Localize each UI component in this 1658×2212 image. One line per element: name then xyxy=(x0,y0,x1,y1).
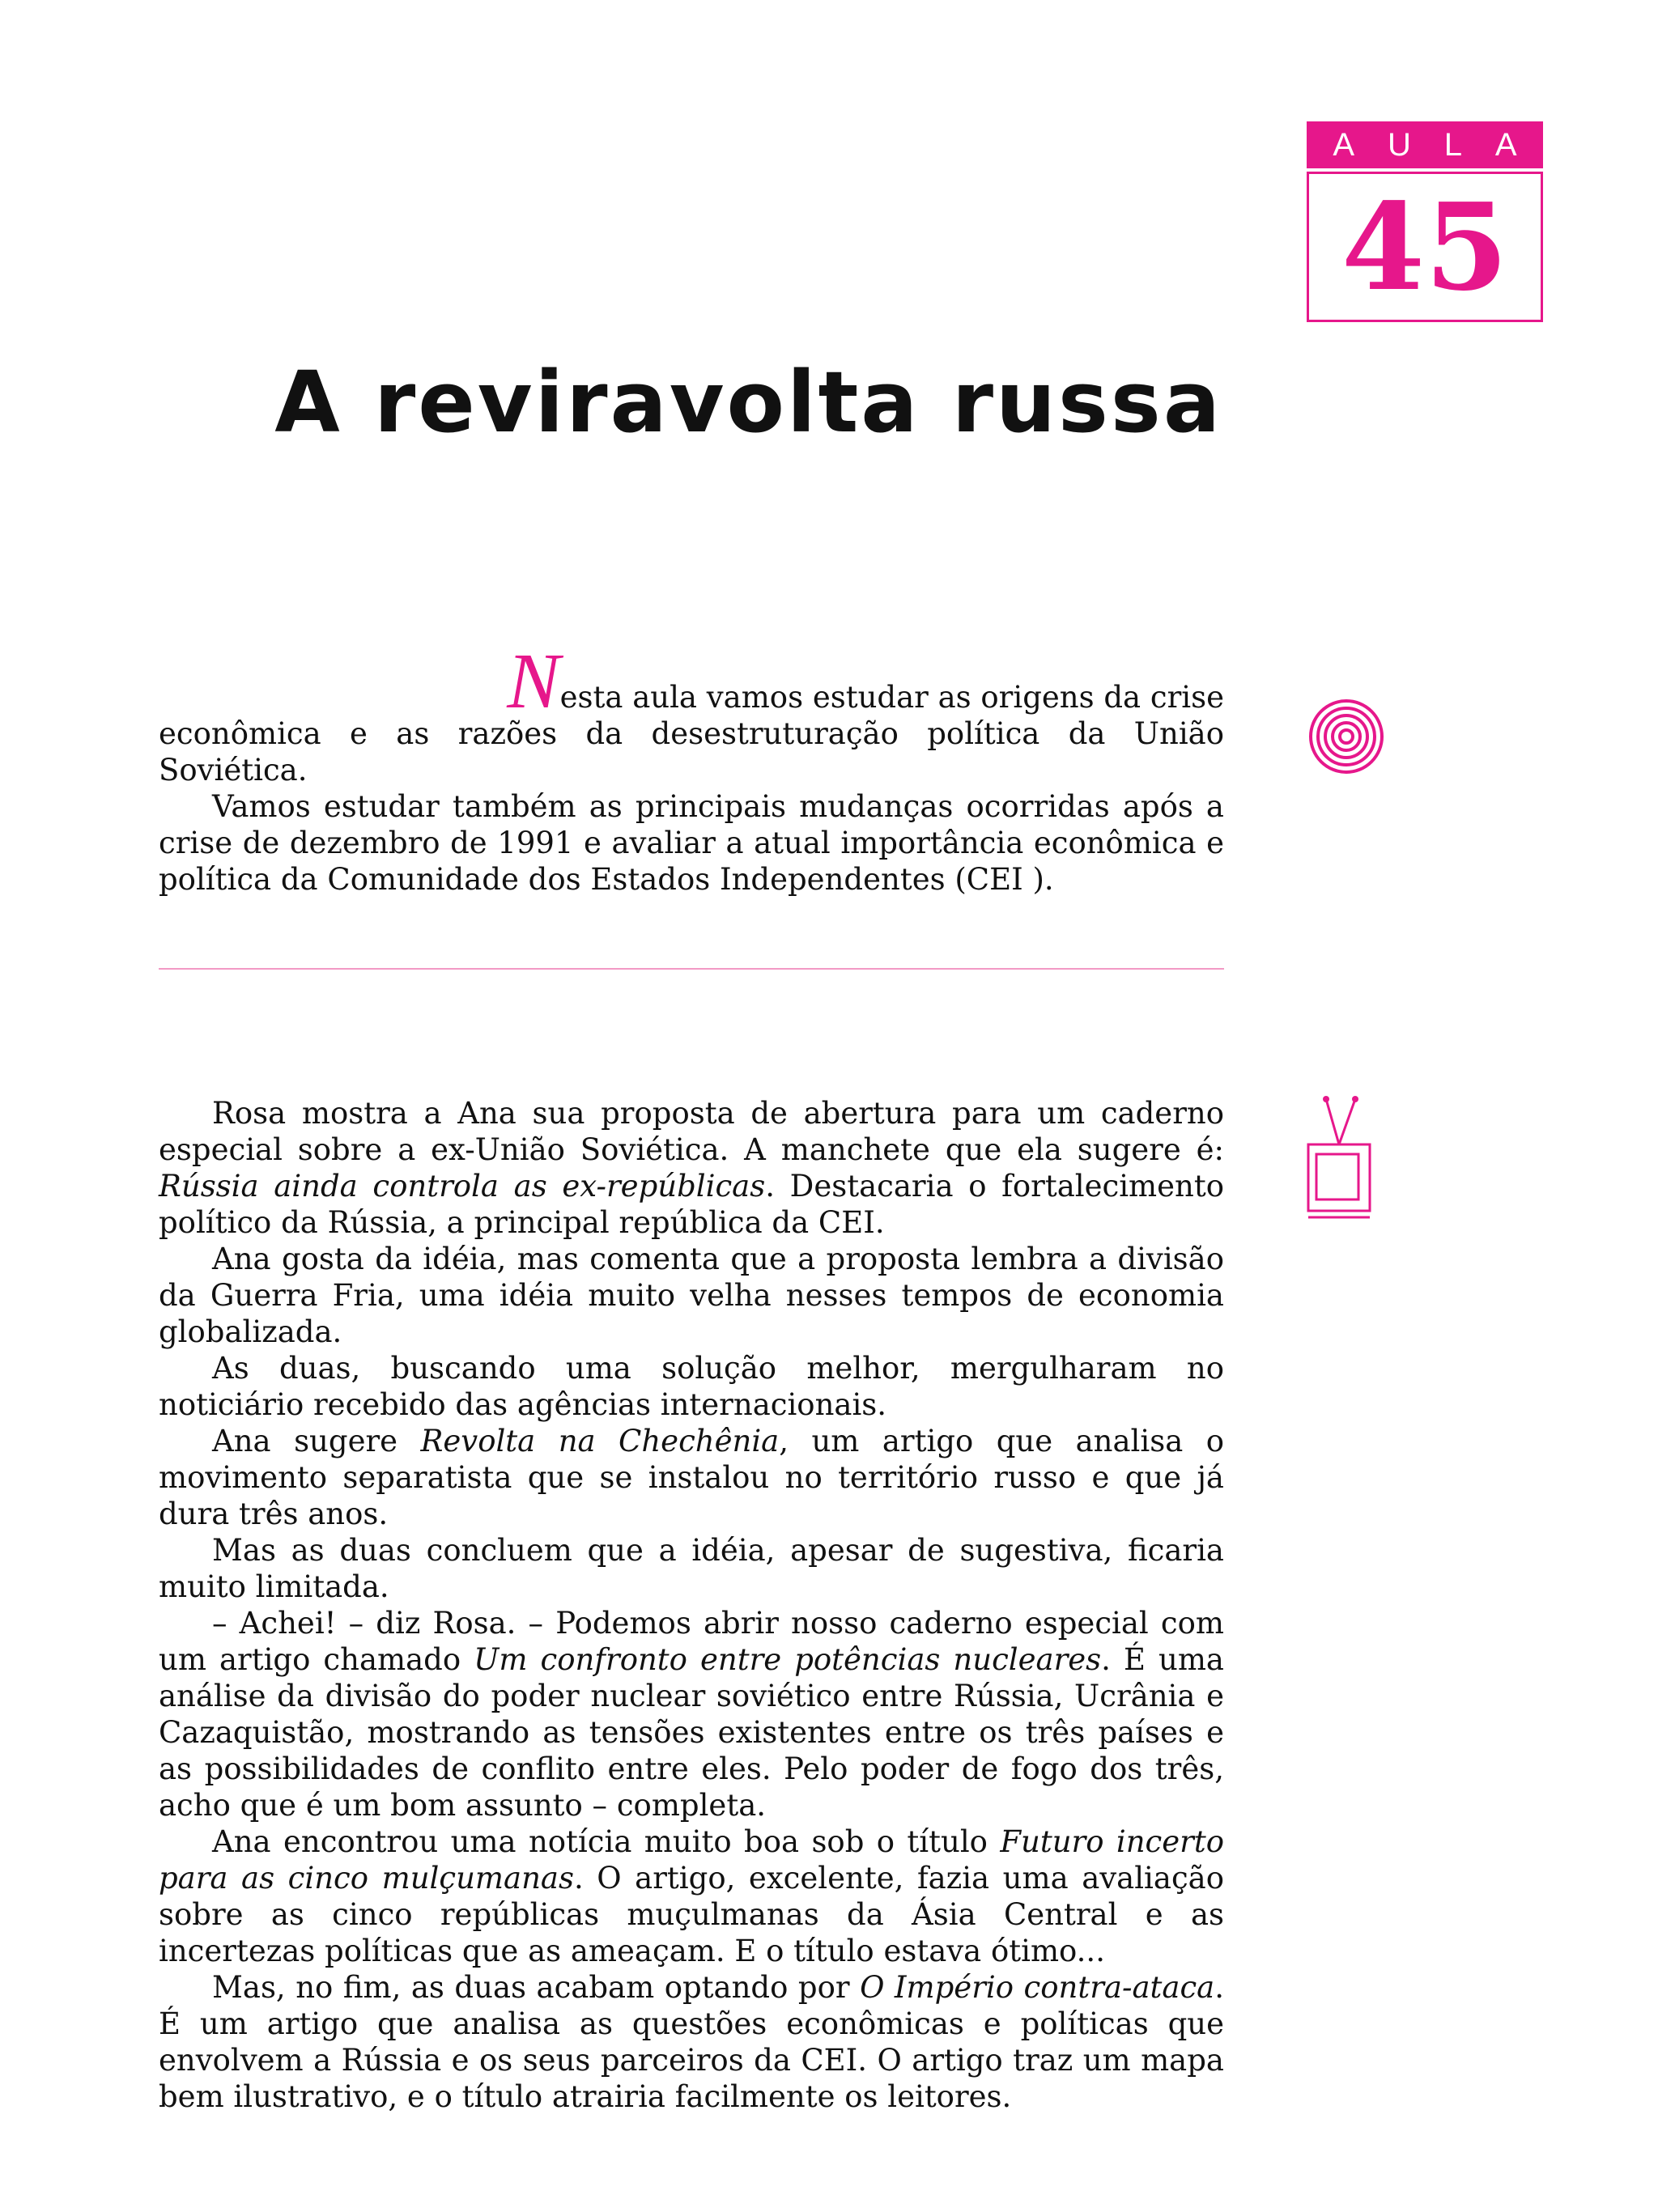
body-paragraph xyxy=(159,1969,1224,2115)
body-paragraph xyxy=(159,1532,1224,1605)
body-paragraph xyxy=(159,1241,1224,1350)
lesson-number: 45 xyxy=(1341,176,1508,317)
target-icon xyxy=(1307,698,1385,775)
body-text xyxy=(159,1095,1224,2115)
lesson-label xyxy=(1307,121,1543,168)
body-text-run: . É uma análise da divisão do poder nuclear soviético entre Rússia, Ucrânia e Cazaquistão, mostrando as tensões existentes entre os três países e as possibilidades de conflito entre eles. Pelo poder de fogo dos três, acho que é um bom assunto – completa. xyxy=(159,1642,1224,1823)
article-title-italic: Rússia ainda controla as ex-repúblicas xyxy=(159,1169,766,1204)
body-text-run: . É um artigo que analisa as questões econômicas e políticas que envolvem a Rússia e os seus parceiros da CEI. O artigo traz um mapa bem ilustrativo, e o título atrairia facilmente os leitores. xyxy=(159,1970,1224,2114)
body-text-run: Ana gosta da idéia, mas comenta que a proposta lembra a divisão da Guerra Fria, uma idéia muito velha nesses tempos de economia globalizada. xyxy=(159,1242,1224,1349)
body-paragraph xyxy=(159,1423,1224,1532)
body-paragraph xyxy=(159,1605,1224,1824)
lesson-number-box xyxy=(1307,172,1543,322)
intro-section xyxy=(159,638,1224,898)
intro-first-line xyxy=(159,638,1224,725)
intro-first-line-text: esta aula vamos estudar as origens da crise xyxy=(559,680,1224,715)
body-text-run: Ana encontrou uma notícia muito boa sob o título xyxy=(212,1824,1001,1859)
lesson-label-letter: A xyxy=(1333,126,1355,163)
body-text-run: Rosa mostra a Ana sua proposta de abertura para um caderno especial sobre a ex-União Soviética. A manchete que ela sugere é: xyxy=(159,1096,1224,1167)
lesson-label-letter: U xyxy=(1387,126,1411,163)
article-title-italic: Revolta na Chechênia xyxy=(420,1424,780,1458)
intro-first-rest: econômica e as razões da desestruturação política da União Soviética. xyxy=(159,716,1224,788)
tv-icon xyxy=(1302,1094,1376,1224)
body-paragraph xyxy=(159,1350,1224,1423)
article-title-italic: O Império contra-ataca xyxy=(860,1970,1215,2005)
body-text-run: . O artigo, excelente, fazia uma avaliação sobre as cinco repúblicas muçulmanas da Ásia Central e as incertezas políticas que as ameaçam. E o título estava ótimo... xyxy=(159,1861,1225,1968)
intro-paragraph xyxy=(159,638,1224,788)
article-title-italic: Futuro incerto para as cinco mulçumanas xyxy=(159,1824,1225,1896)
page-title: A reviravolta russa xyxy=(274,353,1222,452)
body-text-run: Mas, no fim, as duas acabam optando por xyxy=(212,1970,861,2005)
body-text-run: , um artigo que analisa o movimento separatista que se instalou no território russo e que já dura três anos. xyxy=(159,1424,1224,1531)
body-text-run: – Achei! – diz Rosa. – Podemos abrir nosso caderno especial com um artigo chamado xyxy=(159,1606,1224,1677)
body-paragraph xyxy=(159,1824,1224,1969)
body-text-run: Ana sugere xyxy=(212,1424,421,1458)
body-paragraph xyxy=(159,1095,1224,1241)
lesson-label-letter: L xyxy=(1443,126,1462,163)
dropcap: N xyxy=(507,638,560,725)
section-divider xyxy=(159,968,1224,970)
lesson-label-letter: A xyxy=(1494,126,1517,163)
body-text-run: Mas as duas concluem que a idéia, apesar de sugestiva, ficaria muito limitada. xyxy=(159,1533,1224,1604)
intro-paragraph: Vamos estudar também as principais mudanças ocorridas após a crise de dezembro de 1991 e avaliar a atual importância econômica e política da Comunidade dos Estados Independentes (CEI ). xyxy=(159,789,1224,897)
body-text-run: . Destacaria o fortalecimento político da Rússia, a principal república da CEI. xyxy=(159,1169,1224,1240)
body-text-run: As duas, buscando uma solução melhor, mergulharam no noticiário recebido das agências internacionais. xyxy=(159,1351,1224,1422)
article-title-italic: Um confronto entre potências nucleares xyxy=(474,1642,1102,1677)
